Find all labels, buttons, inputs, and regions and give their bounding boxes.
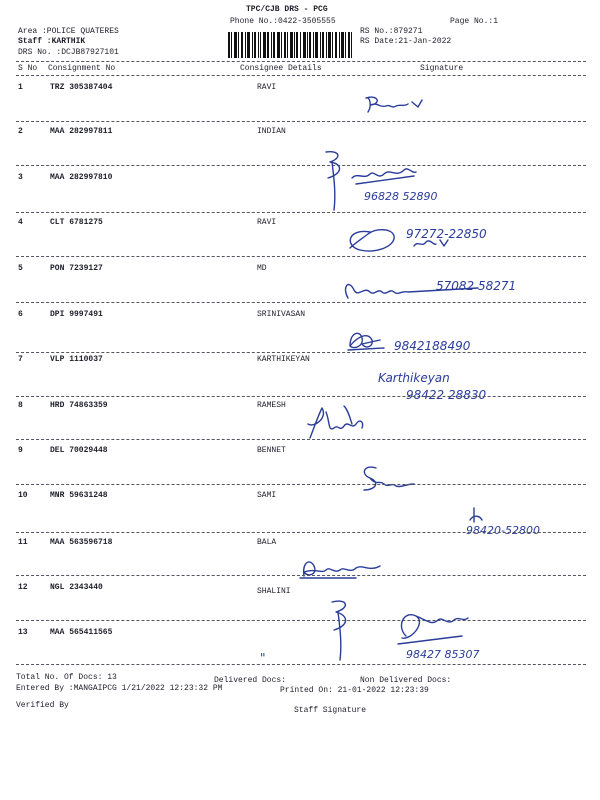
row-consignment: MAA 282997810 [50, 173, 113, 182]
signature-10-number: 98420-52800 [466, 524, 540, 537]
total-docs: Total No. Of Docs: 13 [16, 673, 117, 682]
divider [16, 532, 586, 533]
row-sno: 12 [18, 583, 28, 592]
row-sno: 4 [18, 218, 23, 227]
row-consignee: MD [257, 264, 267, 273]
row-consignment: VLP 1110037 [50, 355, 103, 364]
row-sno: 8 [18, 401, 23, 410]
row-consignee: RAVI [257, 83, 277, 92]
row-sno: 7 [18, 355, 23, 364]
rs-date: RS Date:21-Jan-2022 [360, 37, 452, 46]
row-consignment: DPI 9997491 [50, 310, 103, 319]
signature-3-number: 96828 52890 [364, 190, 438, 203]
signature-13 [256, 596, 486, 670]
row-consignment: HRD 74863359 [50, 401, 108, 410]
staff-signature: Staff Signature [294, 706, 367, 715]
row-consignment: MAA 563596718 [50, 538, 113, 547]
row-consignment: CLT 6781275 [50, 218, 103, 227]
row-consignee: RAVI [257, 218, 277, 227]
divider [16, 664, 586, 665]
divider [16, 212, 586, 213]
entered-by: Entered By :MANGAIPCG 1/21/2022 12:23:32 PM [16, 684, 223, 693]
signature-7-name: Karthikeyan [378, 371, 450, 385]
row-sno: 13 [18, 628, 28, 637]
row-sno: 11 [18, 538, 28, 547]
page-number: Page No.:1 [450, 17, 499, 26]
row-consignee: BALA [257, 538, 277, 547]
column-consignment: Consignment No [48, 64, 116, 73]
non-delivered-docs: Non Delivered Docs: [360, 676, 452, 685]
signature-5-number: 57082 58271 [436, 279, 517, 293]
column-consignee: Consignee Details [240, 64, 322, 73]
divider [16, 256, 586, 257]
signature-13-number: 98427 85307 [406, 648, 480, 661]
divider [16, 302, 586, 303]
divider [16, 396, 586, 397]
row-sno: 1 [18, 83, 23, 92]
signature-6-number: 9842188490 [394, 339, 471, 353]
drs-number: DRS No. :DCJB87927101 [18, 48, 119, 57]
signature-4-number: 97272-22850 [406, 227, 487, 241]
divider [16, 575, 586, 576]
row-consignee: RAMESH [257, 401, 286, 410]
verified-by: Verified By [16, 701, 69, 710]
signature-7 [376, 368, 536, 404]
row-consignment: DEL 70029448 [50, 446, 108, 455]
rs-number: RS No.:879271 [360, 27, 423, 36]
row-sno: 2 [18, 127, 23, 136]
signature-10 [460, 504, 570, 540]
area-label: Area :POLICE QUATERES [18, 27, 119, 36]
signature-7-number: 98422 28830 [406, 388, 487, 402]
column-signature: Signature [420, 64, 464, 73]
divider [16, 352, 586, 353]
signature-8 [300, 398, 380, 444]
divider [16, 75, 586, 76]
signature-6 [344, 322, 524, 356]
delivered-docs: Delivered Docs: [214, 676, 287, 685]
row-consignment: MNR 59631248 [50, 491, 108, 500]
row-consignee: INDIAN [257, 127, 286, 136]
signature-1 [360, 92, 430, 120]
row-consignment: MAA 282997811 [50, 127, 113, 136]
divider [16, 484, 586, 485]
divider [16, 61, 586, 62]
row-sno: 5 [18, 264, 23, 273]
row-consignment: TRZ 305387404 [50, 83, 113, 92]
divider [16, 165, 586, 166]
row-sno: 3 [18, 173, 23, 182]
row-consignment: NGL 2343440 [50, 583, 103, 592]
barcode [228, 32, 352, 58]
row-sno: 6 [18, 310, 23, 319]
row-consignee: KARTHIKEYAN [257, 355, 310, 364]
row-consignee: SHALINI [257, 587, 291, 596]
divider [16, 121, 586, 122]
row-consignee: SAMI [257, 491, 277, 500]
row-consignment: PON 7239127 [50, 264, 103, 273]
phone-number: Phone No.:0422-3505555 [230, 17, 336, 26]
row-consignment: MAA 565411565 [50, 628, 113, 637]
row-sno: 10 [18, 491, 28, 500]
document-title: TPC/CJB DRS - PCG [246, 5, 328, 14]
row-consignee: SRINIVASAN [257, 310, 306, 319]
ditto-mark: " [260, 651, 266, 665]
signature-9 [356, 460, 426, 496]
divider [16, 439, 586, 440]
signature-3 [318, 148, 438, 214]
printed-on: Printed On: 21-01-2022 12:23:39 [280, 686, 429, 695]
row-sno: 9 [18, 446, 23, 455]
staff-label: Staff :KARTHIK [18, 37, 86, 46]
row-consignee: BENNET [257, 446, 286, 455]
signature-11 [296, 552, 406, 582]
column-sno: S No [18, 64, 38, 73]
